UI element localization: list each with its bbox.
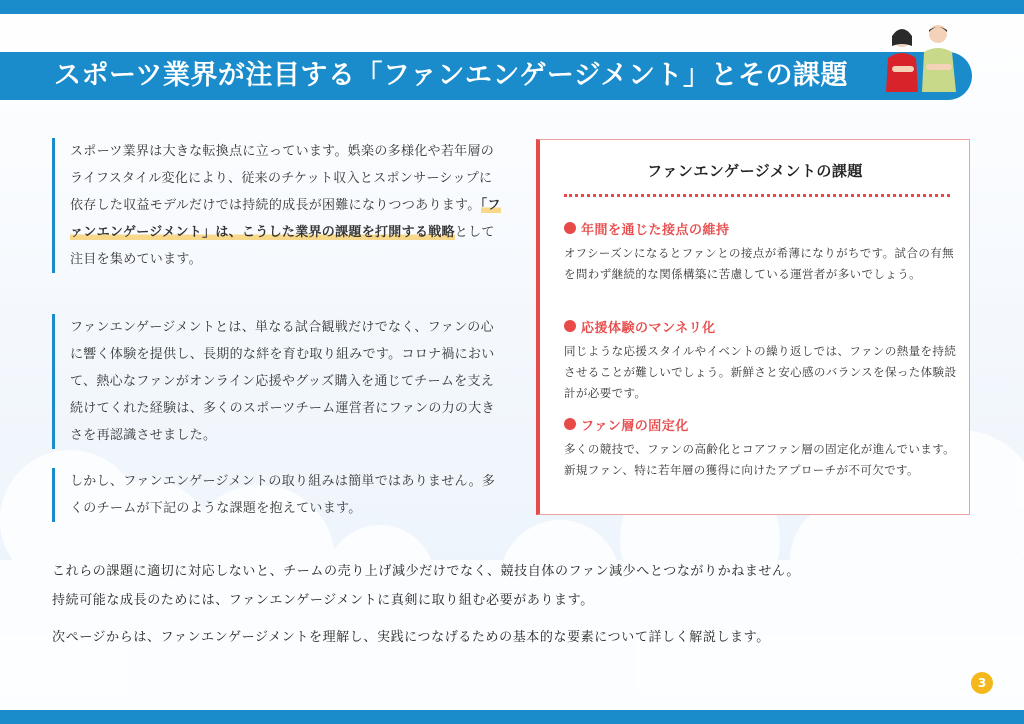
lead-paragraph-1 [52, 138, 502, 273]
closing-line-2: 持続可能な成長のためには、ファンエンゲージメントに真剣に取り組む必要があります。 [52, 593, 594, 608]
challenge-item [564, 316, 964, 404]
challenge-body: 多くの競技で、ファンの高齢化とコアファン層の固定化が進んでいます。新規ファン、特に若年層の獲得に向けたアプローチが不可欠です。 [564, 442, 956, 477]
challenges-box [536, 139, 970, 515]
challenge-heading: 年間を通じた接点の維持 [581, 222, 730, 238]
challenge-heading: ファン層の固定化 [581, 418, 689, 434]
page-title: スポーツ業界が注目する「ファンエンゲージメント」とその課題 [54, 60, 848, 91]
challenge-body: オフシーズンになるとファンとの接点が希薄になりがちです。試合の有無を問わず継続的な関係構築に苦慮している運営者が多いでしょう。 [564, 246, 955, 281]
two-people-illustration-icon [876, 22, 966, 96]
challenge-heading: 応援体験のマンネリ化 [581, 320, 716, 336]
highlight-text: 「ファンエンゲージメント」は、こうした業界の課題を打開する戦略 [70, 198, 501, 240]
lead-text: スポーツ業界は大きな転換点に立っています。娯楽の多様化や若年層のライフスタイル変化により、従来のチケット収入とスポンサーシップに依存した収益モデルだけでは持続的成長が困難になりつつあります。 [70, 144, 495, 213]
lead-paragraph-3: しかし、ファンエンゲージメントの取り組みは簡単ではありません。多くのチームが下記のような課題を抱えています。 [52, 468, 502, 522]
lead-text: として注目を集めています。 [70, 225, 495, 267]
red-circle-bullet-icon [564, 222, 576, 234]
lead-paragraph-2: ファンエンゲージメントとは、単なる試合観戦だけでなく、ファンの心に響く体験を提供し、長期的な絆を育む取り組みです。コロナ禍において、熱心なファンがオンライン応援やグッズ購入を通じてチームを支え続けてくれた経験は、多くのスポーツチーム運営者にファンの力の大きさを再認識させました。 [52, 314, 502, 449]
bottom-accent-bar [0, 710, 1024, 724]
challenge-item [564, 218, 964, 285]
page-number-badge: 3 [971, 672, 993, 694]
closing-line-1: これらの課題に適切に対応しないと、チームの売り上げ減少だけでなく、競技自体のファン減少へとつながりかねません。 [52, 564, 801, 579]
closing-line-3: 次ページからは、ファンエンゲージメントを理解し、実践につなげるための基本的な要素について詳しく解説します。 [52, 630, 770, 645]
dotted-divider [564, 194, 950, 197]
red-circle-bullet-icon [564, 418, 576, 430]
challenge-item [564, 414, 964, 481]
challenge-body: 同じような応援スタイルやイベントの繰り返しでは、ファンの熱量を持続させることが難しいでしょう。新鮮さと安心感のバランスを保った体験設計が必要です。 [564, 344, 957, 400]
challenges-title: ファンエンゲージメントの課題 [647, 162, 863, 180]
red-circle-bullet-icon [564, 320, 576, 332]
